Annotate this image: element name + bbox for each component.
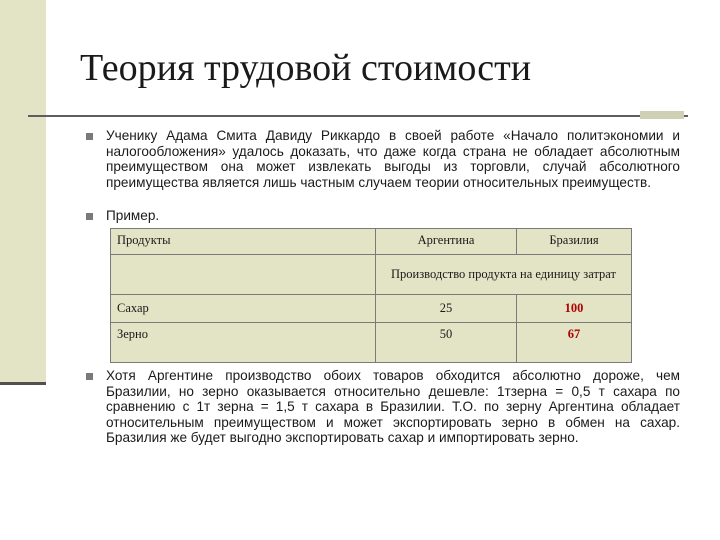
title-underline-accent (640, 111, 684, 119)
header-brazil: Бразилия (517, 229, 632, 255)
bullet-icon (86, 213, 93, 220)
table-row (111, 295, 632, 323)
header-argentina: Аргентина (376, 229, 517, 255)
bullet-icon (86, 133, 93, 140)
subheader-empty-cell (111, 255, 376, 295)
left-decor-band (0, 0, 46, 382)
paragraph-example: Пример. (106, 208, 160, 223)
slide-title: Теория трудовой стоимости (80, 47, 532, 89)
paragraph-ricardo: Ученику Адама Смита Давиду Риккардо в своей работе «Начало политэкономии и налогообложения» удалось доказать, что даже когда страна не обладает абсолютным преимуществом она может извлекать выгоды из торговли, случай абсолютного преимущества является лишь частным случаем теории относительных преимуществ. (106, 128, 680, 190)
table-subheader-row (111, 255, 632, 295)
row-argentina-value: 25 (376, 295, 517, 323)
paragraph-conclusion: Хотя Аргентине производство обоих товаров обходится абсолютно дороже, чем Бразилии, но зерно оказывается относительно дешевле: 1тзерна = 0,5 т сахара по сравнению с 1т зерна = 1,5 т сахара в Бразилии. Т.О. по зерну Аргентина обладает относительным преимуществом и может экспортировать зерно в обмен на сахар. Бразилия же будет выгодно экспортировать сахар и импортировать зерно. (106, 368, 680, 445)
row-product: Зерно (111, 323, 376, 363)
row-brazil-value: 100 (517, 295, 632, 323)
row-product: Сахар (111, 295, 376, 323)
row-brazil-value: 67 (517, 323, 632, 363)
bullet-icon (86, 373, 93, 380)
production-table (110, 228, 632, 363)
row-argentina-value: 50 (376, 323, 517, 363)
title-underline (28, 115, 688, 117)
subheader-cell: Производство продукта на единицу затрат (376, 255, 632, 295)
left-decor-line (0, 382, 46, 385)
table-header-row (111, 229, 632, 255)
table-row (111, 323, 632, 363)
header-products: Продукты (111, 229, 376, 255)
